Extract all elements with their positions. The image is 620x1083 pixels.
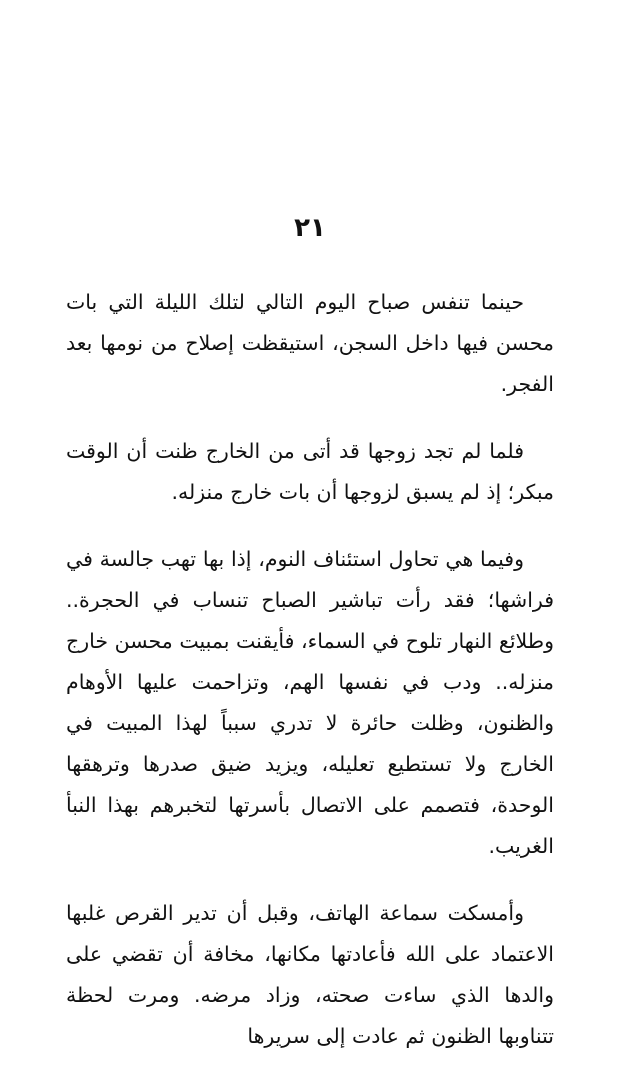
paragraph-2: فلما لم تجد زوجها قد أتى من الخارج ظنت أن الوقت مبكر؛ إذ لم يسبق لزوجها أن بات خارج منزله. [66, 439, 554, 504]
paragraph-3: وفيما هي تحاول استئناف النوم، إذا بها تهب جالسة في فراشها؛ فقد رأت تباشير الصباح تنساب في الحجرة.. وطلائع النهار تلوح في السماء، فأيقنت بمبيت محسن خارج منزله.. ودب في نفسها الهم، وتزاحمت عليها الأوهام والظنون، وظلت حائرة لا تدري سبباً لهذا المبيت في الخارج ولا تستطيع تعليله، ويزيد ضيق صدرها وترهقها الوحدة، فتصمم على الاتصال بأسرتها لتخبرهم بهذا النبأ الغريب. [66, 547, 554, 858]
page-text [66, 282, 554, 1083]
paragraph-1: حينما تنفس صباح اليوم التالي لتلك الليلة التي بات محسن فيها داخل السجن، استيقظت إصلاح من نومها بعد الفجر. [66, 290, 554, 396]
chapter-number: ٢١ [294, 213, 326, 243]
paragraph-4: وأمسكت سماعة الهاتف، وقبل أن تدير القرص غلبها الاعتماد على الله فأعادتها مكانها، مخافة أن تقضي على والدها الذي ساءت صحته، وزاد مرضه. ومرت لحظة تتناوبها الظنون ثم عادت إلى سريرها [66, 901, 554, 1048]
